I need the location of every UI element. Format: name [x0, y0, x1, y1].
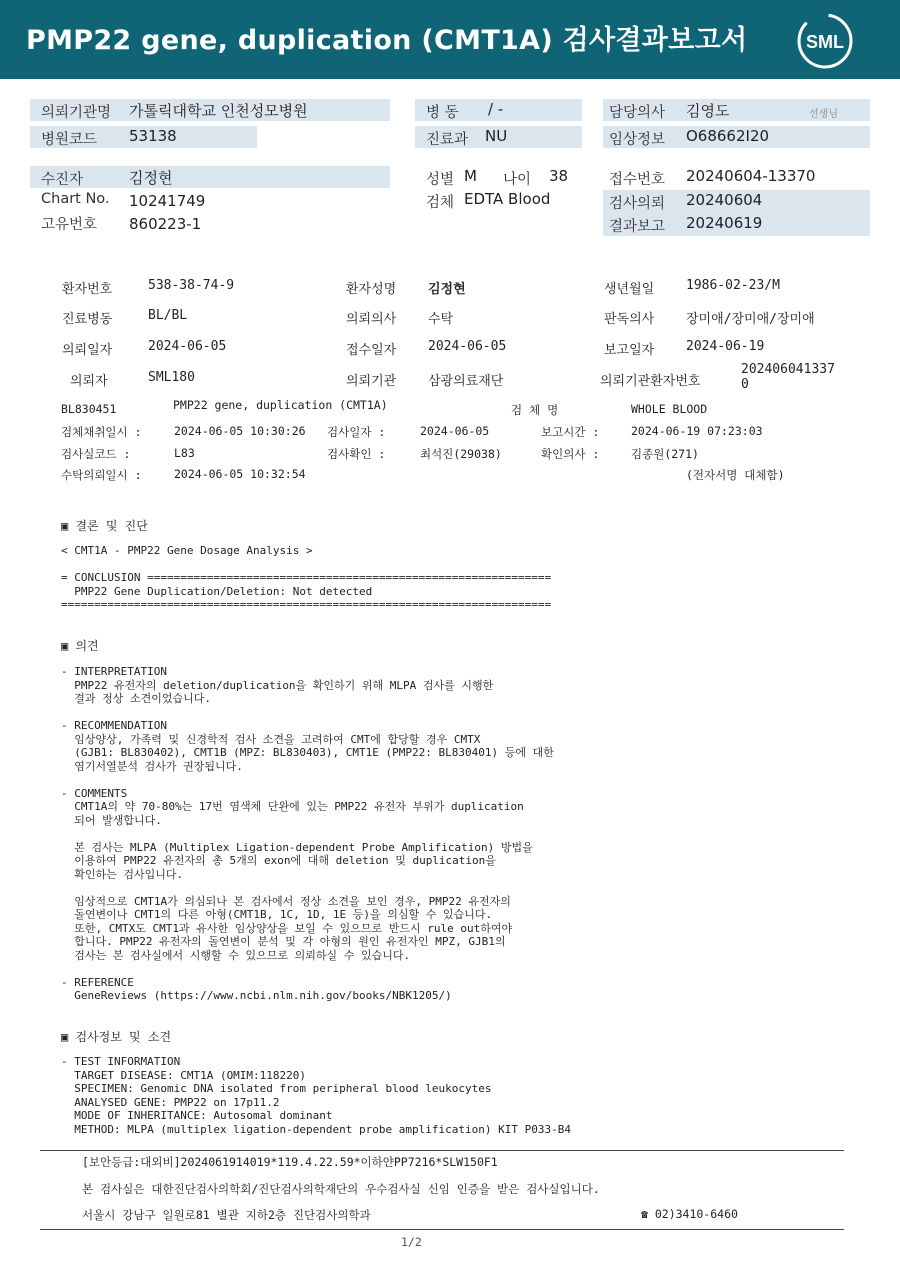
test-info-body: - TEST INFORMATION TARGET DISEASE: CMT1A (OMIM:118220) SPECIMEN: Genomic DNA isolated from peripheral blood leukocytes ANALYSED GENE: PMP22 on 17p11.2 MODE OF INHERITANCE: Autosomal dominant METHOD: MLPA (multiplex ligation-dependent probe amplification) KIT P033-B4 — [61, 1055, 571, 1136]
sex-label: 성별 — [426, 172, 455, 188]
hospital-code-value: 53138 — [129, 127, 177, 145]
institution-label: 의뢰기관명 — [41, 105, 112, 121]
chart-label: Chart No. — [41, 191, 110, 207]
doctor-suffix: 선생님 — [809, 109, 838, 120]
svg-text:SML: SML — [806, 32, 844, 52]
report-banner — [0, 0, 900, 79]
patient-label: 수진자 — [41, 172, 84, 188]
specimen-value: EDTA Blood — [464, 190, 551, 208]
sex-value: M — [464, 167, 477, 185]
certification-line: 본 검사실은 대한진단검사의학회/진단검사의학재단의 우수검사실 신임 인증을 받은 검사실입니다. — [82, 1182, 600, 1196]
repdate-value: 2024-06-19 — [686, 339, 765, 354]
chart-value: 10241749 — [129, 192, 206, 210]
consign-label: 수탁의뢰일시 : — [61, 468, 142, 482]
request-value: 20240604 — [686, 191, 763, 209]
test-info-heading: ▣ 검사정보 및 소견 — [61, 1030, 172, 1044]
reqdate-value: 2024-06-05 — [148, 339, 227, 354]
opinion-heading: ▣ 의견 — [61, 639, 99, 653]
instpid-label: 의뢰기관환자번호 — [600, 374, 701, 389]
ward2-label: 진료병동 — [62, 312, 113, 327]
confirm-value: 최석진(29038) — [420, 447, 502, 461]
pid-value: 538-38-74-9 — [148, 278, 235, 293]
confirm-doctor-value: 김종원(271) — [631, 447, 699, 461]
reader-label: 판독의사 — [604, 312, 655, 327]
requester-label: 의뢰자 — [70, 374, 108, 389]
requester-value: SML180 — [148, 370, 195, 385]
pname-label: 환자성명 — [346, 282, 397, 297]
receipt-value: 20240604-13370 — [686, 167, 816, 185]
reqinst-value: 삼광의료재단 — [428, 374, 504, 389]
reqinst-label: 의뢰기관 — [346, 374, 397, 389]
test-code: BL830451 — [61, 402, 117, 416]
hospital-code-label: 병원코드 — [41, 132, 98, 148]
conclusion-body: < CMT1A - PMP22 Gene Dosage Analysis > = CONCLUSION ============================================================= PMP22 Gene Duplication/Deletion: Not detected ========================================================================== — [61, 544, 552, 611]
patient-value: 김정현 — [129, 169, 173, 187]
reptime-label: 보고시간 : — [541, 425, 600, 439]
address-line: 서울시 강남구 일원로81 별관 지하2층 진단검사의학과 — [82, 1208, 371, 1222]
repdate-label: 보고일자 — [604, 343, 655, 358]
reader-value: 장미애/장미애/장미애 — [686, 312, 815, 327]
signature-note: (전자서명 대체함) — [686, 468, 785, 482]
institution-value: 가톨릭대학교 인천성모병원 — [129, 102, 308, 120]
clinical-label: 임상정보 — [609, 132, 666, 148]
reqdate-label: 의뢰일자 — [62, 343, 113, 358]
testdate-label: 검사일자 : — [327, 425, 386, 439]
dob-label: 생년월일 — [604, 282, 655, 297]
result-value: 20240619 — [686, 214, 763, 232]
dob-value: 1986-02-23/M — [686, 278, 780, 293]
instpid-value-2: 0 — [741, 377, 749, 392]
confirm-label: 검사확인 : — [327, 447, 386, 461]
reqdoc-value: 수탁 — [428, 312, 454, 327]
request-label: 검사의뢰 — [609, 196, 666, 212]
recvdate-value: 2024-06-05 — [428, 339, 507, 354]
specimen-label: 검체 — [426, 195, 455, 211]
lab-value: L83 — [174, 446, 195, 460]
result-label: 결과보고 — [609, 219, 666, 235]
opinion-body: - INTERPRETATION PMP22 유전자의 deletion/duplication을 확인하기 위해 MLPA 검사를 시행한 결과 정상 소견이었습니다. - RECOMMENDATION 임상양상, 가족력 및 신경학적 검사 소견을 고려하여 CMT에 합당할 경우 CMTX (GJB1: BL830402), CMT1B (MPZ: BL830403), CMT1E (PMP22: BL830401) 등에 대한 염기서열분석 검사가 권장됩니다. - COMMENTS CMT1A의 약 70-80%는 17번 염색체 단완에 있는 PMP22 유전자 부위가 duplication 되어 발생합니다. 본 검사는 MLPA (Multiplex Ligation-dependent Probe Amplification) 방법을 이용하여 PMP22 유전자의 총 5개의 exon에 대해 deletion 및 duplication을 확인하는 검사입니다. 임상적으로 CMT1A가 의심되나 본 검사에서 정상 소견을 보인 경우, PMP22 유전자의 돌연변이나 CMT1의 다른 아형(CMT1B, 1C, 1D, 1E 등)을 의심할 수 있습니다. 또한, CMTX도 CMT1과 유사한 임상양상을 보일 수 있으므로 반드시 rule out하여야 합니다. PMP22 유전자의 돌연변이 분석 및 각 아형의 원인 유전자인 MPZ, GJB1의 검사는 본 검사실에서 시행할 수 있으므로 의뢰하실 수 있습니다. - REFERENCE GeneReviews (https://www.ncbi.nlm.nih.gov/books/NBK1205/) — [61, 665, 554, 1002]
clinical-value: O68662I20 — [686, 127, 770, 145]
uid-value: 860223-1 — [129, 215, 202, 233]
age-value: 38 — [549, 167, 569, 185]
page-number: 1/2 — [401, 1235, 422, 1249]
reqdoc-label: 의뢰의사 — [346, 312, 397, 327]
reptime-value: 2024-06-19 07:23:03 — [631, 424, 763, 438]
confirm-doctor-label: 확인의사 : — [541, 447, 600, 461]
testdate-value: 2024-06-05 — [420, 424, 490, 438]
age-label: 나이 — [503, 172, 532, 188]
ward-label: 병 동 — [426, 105, 459, 121]
consign-value: 2024-06-05 10:32:54 — [174, 467, 306, 481]
pid-label: 환자번호 — [62, 282, 113, 297]
dept-value: NU — [485, 127, 508, 145]
sml-logo-icon — [796, 12, 854, 70]
ward-value: / - — [488, 100, 504, 118]
test-name: PMP22 gene, duplication (CMT1A) — [173, 398, 388, 412]
receipt-label: 접수번호 — [609, 172, 666, 188]
collect-value: 2024-06-05 10:30:26 — [174, 424, 306, 438]
recvdate-label: 접수일자 — [346, 343, 397, 358]
collect-label: 검체채취일시 : — [61, 425, 142, 439]
test-specimen-label: 검 체 명 — [511, 403, 559, 417]
doctor-value: 김영도 — [686, 102, 730, 120]
uid-label: 고유번호 — [41, 217, 98, 233]
ward2-value: BL/BL — [148, 308, 188, 323]
instpid-value-1: 202406041337 — [741, 362, 835, 377]
report-title: PMP22 gene, duplication (CMT1A) 검사결과보고서 — [26, 25, 748, 56]
doctor-label: 담당의사 — [609, 105, 666, 121]
conclusion-heading: ▣ 결론 및 진단 — [61, 519, 148, 533]
phone-line: ☎ 02)3410-6460 — [641, 1207, 738, 1221]
pname-value: 김정현 — [428, 282, 466, 297]
security-line: [보안등급:대외비]2024061914019*119.4.22.59*이하얀PP7216*SLW150F1 — [82, 1155, 498, 1169]
test-specimen-value: WHOLE BLOOD — [631, 402, 708, 416]
lab-label: 검사실코드 : — [61, 447, 131, 461]
dept-label: 진료과 — [426, 132, 469, 148]
